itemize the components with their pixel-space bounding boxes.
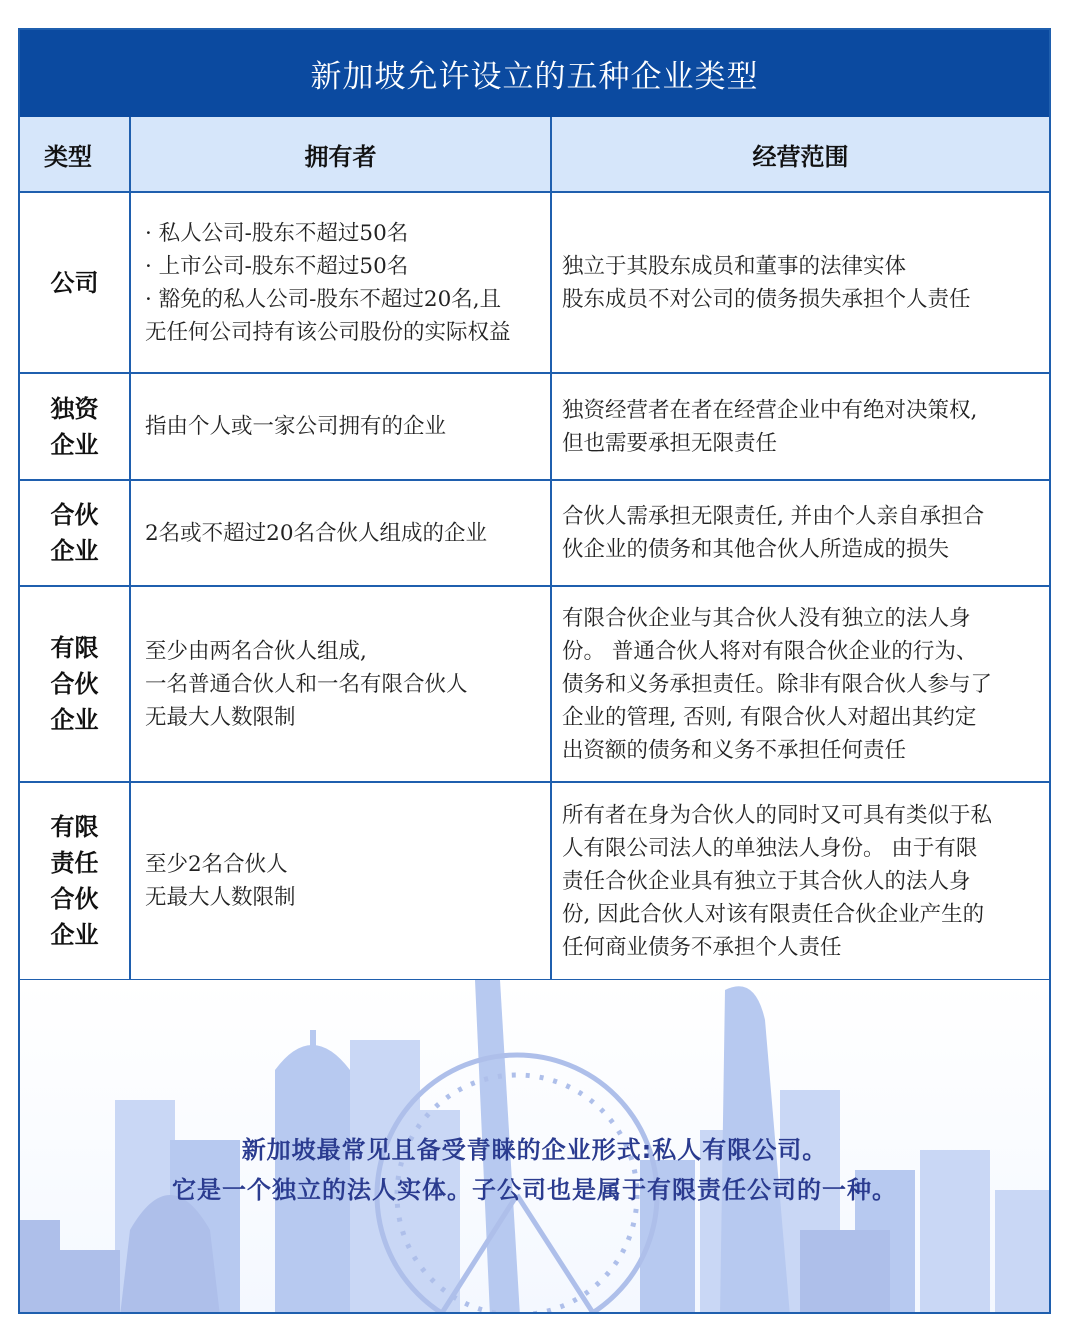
scope-line: 股东成员不对公司的债务损失承担个人责任	[562, 286, 971, 312]
owner-cell	[130, 192, 551, 373]
page-title: 新加坡允许设立的五种企业类型	[20, 30, 1049, 117]
type-line: 企业	[50, 430, 99, 459]
slogan-line-1: 新加坡最常见且备受青睐的企业形式:私人有限公司。	[241, 1136, 828, 1164]
type-cell	[20, 373, 130, 480]
footer-section	[20, 980, 1049, 1314]
type-cell	[20, 192, 130, 373]
table-row	[20, 782, 1049, 980]
type-line: 公司	[50, 268, 99, 297]
scope-line: 份, 因此合伙人对该有限责任合伙企业产生的	[562, 901, 985, 927]
header-scope: 经营范围	[551, 117, 1049, 192]
scope-line: 债务和义务承担责任。除非有限合伙人参与了	[562, 671, 993, 697]
scope-line: 份。 普通合伙人将对有限合伙企业的行为、	[562, 638, 978, 664]
scope-line: 所有者在身为合伙人的同时又可具有类似于私	[562, 802, 993, 828]
table-row	[20, 192, 1049, 373]
scope-line: 责任合伙企业具有独立于其合伙人的法人身	[562, 868, 971, 894]
table-header-row	[20, 117, 1049, 192]
table-row	[20, 373, 1049, 480]
owner-line: 无最大人数限制	[145, 704, 296, 730]
type-line: 合伙	[50, 885, 99, 913]
slogan-line-2: 它是一个独立的法人实体。子公司也是属于有限责任公司的一种。	[172, 1176, 897, 1204]
type-cell	[20, 586, 130, 782]
scope-cell	[551, 373, 1049, 480]
company-types-table	[20, 117, 1049, 981]
owner-cell	[130, 480, 551, 586]
scope-line: 但也需要承担无限责任	[562, 430, 778, 456]
owner-cell	[130, 782, 551, 980]
type-line: 责任	[50, 849, 99, 877]
owner-cell	[130, 373, 551, 480]
owner-line: · 豁免的私人公司-股东不超过20名,且	[145, 286, 502, 312]
scope-line: 人有限公司法人的单独法人身份。 由于有限	[562, 835, 978, 861]
type-cell	[20, 782, 130, 980]
scope-cell	[551, 586, 1049, 782]
scope-line: 有限合伙企业与其合伙人没有独立的法人身	[562, 605, 971, 631]
type-line: 合伙	[50, 501, 99, 529]
type-line: 有限	[50, 813, 99, 841]
type-line: 企业	[50, 706, 99, 734]
owner-line: 指由个人或一家公司拥有的企业	[145, 414, 447, 439]
scope-line: 独资经营者在者在经营企业中有绝对决策权,	[562, 397, 978, 423]
table-row	[20, 586, 1049, 782]
owner-line: · 私人公司-股东不超过50名	[145, 220, 409, 246]
owner-line: 至少由两名合伙人组成,	[145, 638, 367, 664]
type-line: 企业	[50, 921, 99, 949]
type-line: 企业	[50, 537, 99, 565]
scope-line: 出资额的债务和义务不承担任何责任	[562, 737, 907, 763]
owner-line: 无最大人数限制	[145, 885, 296, 910]
scope-line: 伙企业的债务和其他合伙人所造成的损失	[562, 537, 950, 562]
owner-line: 无任何公司持有该公司股份的实际权益	[145, 319, 511, 345]
scope-line: 独立于其股东成员和董事的法律实体	[562, 253, 907, 279]
header-owner: 拥有者	[130, 117, 551, 192]
scope-line: 合伙人需承担无限责任, 并由个人亲自承担合	[562, 504, 985, 529]
scope-line: 企业的管理, 否则, 有限合伙人对超出其约定	[562, 704, 977, 730]
header-type: 类型	[20, 117, 130, 192]
owner-line: 至少2名合伙人	[145, 852, 288, 877]
infographic-frame	[18, 28, 1051, 1314]
type-line: 合伙	[50, 670, 99, 698]
scope-cell	[551, 782, 1049, 980]
type-line: 独资	[50, 394, 99, 423]
scope-cell	[551, 192, 1049, 373]
table-row	[20, 480, 1049, 586]
scope-cell	[551, 480, 1049, 586]
owner-line: 一名普通合伙人和一名有限合伙人	[145, 671, 468, 697]
type-line: 有限	[50, 634, 99, 662]
owner-line: · 上市公司-股东不超过50名	[145, 253, 409, 279]
scope-line: 任何商业债务不承担个人责任	[562, 934, 842, 960]
owner-cell	[130, 586, 551, 782]
owner-line: 2名或不超过20名合伙人组成的企业	[145, 520, 488, 546]
type-cell	[20, 480, 130, 586]
